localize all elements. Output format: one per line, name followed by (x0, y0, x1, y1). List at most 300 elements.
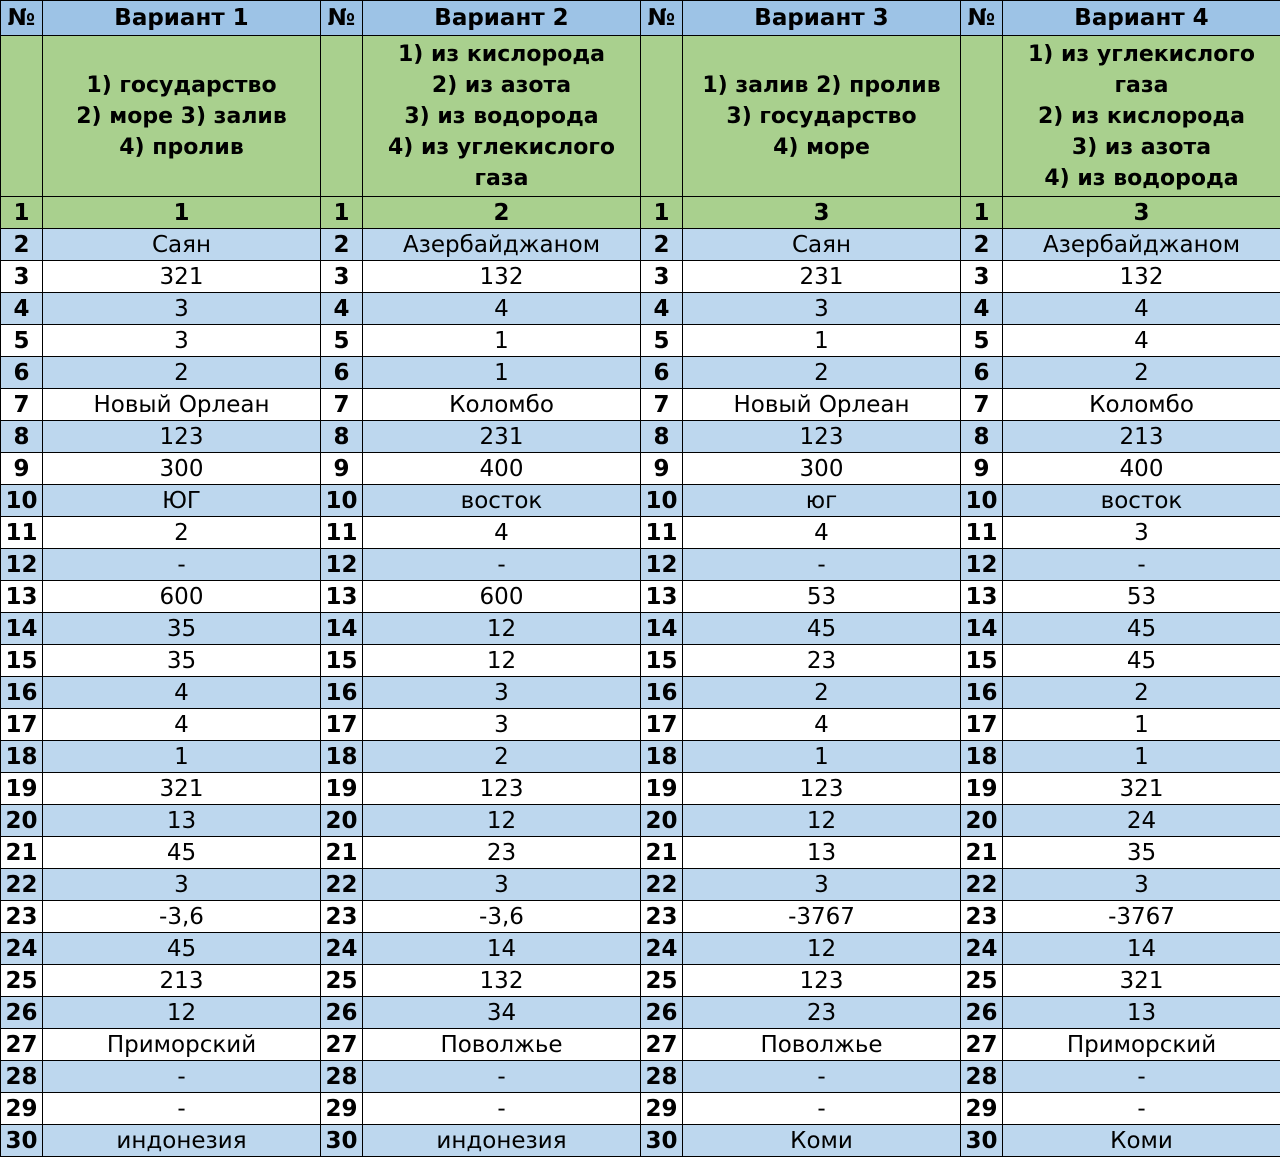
question-number: 9 (321, 453, 363, 485)
num-header: № (641, 1, 683, 36)
question-number: 17 (641, 709, 683, 741)
answer-cell-variant-3: Поволжье (683, 1029, 961, 1061)
question-number: 22 (1, 869, 43, 901)
answer-cell-variant-1: 123 (43, 421, 321, 453)
question-number: 18 (1, 741, 43, 773)
variant-2-options (363, 36, 641, 197)
answer-cell-variant-4: 53 (1003, 581, 1280, 613)
question-number: 21 (1, 837, 43, 869)
answer-cell-variant-4: - (1003, 1061, 1280, 1093)
options-row (1, 36, 1280, 197)
option-line: 3) государство (726, 103, 917, 129)
answer-cell-variant-4: восток (1003, 485, 1280, 517)
answer-cell-variant-1: 3 (43, 293, 321, 325)
question-number: 25 (321, 965, 363, 997)
answer-cell-variant-2: 4 (363, 293, 641, 325)
answer-cell-variant-3: 3 (683, 197, 961, 229)
answer-cell-variant-4: 213 (1003, 421, 1280, 453)
option-line: 2) из азота (431, 72, 572, 98)
answer-cell-variant-1: 1 (43, 197, 321, 229)
question-number: 20 (641, 805, 683, 837)
answer-cell-variant-2: - (363, 1061, 641, 1093)
option-line: 1) залив 2) пролив (702, 72, 941, 98)
question-number: 24 (1, 933, 43, 965)
answer-row (1, 965, 1280, 997)
answer-cell-variant-1: - (43, 1061, 321, 1093)
answer-cell-variant-4: - (1003, 549, 1280, 581)
answer-cell-variant-1: Саян (43, 229, 321, 261)
question-number: 16 (321, 677, 363, 709)
answer-cell-variant-3: 231 (683, 261, 961, 293)
answer-cell-variant-1: 213 (43, 965, 321, 997)
question-number: 25 (1, 965, 43, 997)
answer-cell-variant-4: 14 (1003, 933, 1280, 965)
variant-3-options (683, 36, 961, 197)
answer-cell-variant-3: 123 (683, 773, 961, 805)
answer-cell-variant-2: 1 (363, 357, 641, 389)
question-number: 11 (961, 517, 1003, 549)
answer-cell-variant-4: 3 (1003, 869, 1280, 901)
question-number: 17 (1, 709, 43, 741)
question-number: 21 (961, 837, 1003, 869)
question-number: 6 (641, 357, 683, 389)
answer-row (1, 709, 1280, 741)
answer-cell-variant-4: - (1003, 1093, 1280, 1125)
option-line: 2) из кислорода (1038, 103, 1245, 129)
question-number: 23 (641, 901, 683, 933)
question-number: 1 (641, 197, 683, 229)
answer-cell-variant-2: Поволжье (363, 1029, 641, 1061)
answer-cell-variant-1: 4 (43, 677, 321, 709)
answer-cell-variant-1: 2 (43, 357, 321, 389)
answer-cell-variant-4: 321 (1003, 965, 1280, 997)
answer-cell-variant-3: 53 (683, 581, 961, 613)
question-number: 2 (1, 229, 43, 261)
answer-row (1, 901, 1280, 933)
question-number: 29 (641, 1093, 683, 1125)
answer-cell-variant-2: 12 (363, 645, 641, 677)
answer-row (1, 293, 1280, 325)
question-number: 12 (1, 549, 43, 581)
answer-cell-variant-4: 24 (1003, 805, 1280, 837)
question-number: 9 (961, 453, 1003, 485)
question-number: 1 (1, 197, 43, 229)
answer-row (1, 261, 1280, 293)
answer-row (1, 1093, 1280, 1125)
answer-cell-variant-4: 3 (1003, 197, 1280, 229)
empty-cell (321, 36, 363, 197)
answer-cell-variant-3: 300 (683, 453, 961, 485)
answer-cell-variant-2: 12 (363, 613, 641, 645)
answer-cell-variant-4: 4 (1003, 293, 1280, 325)
answer-cell-variant-4: 1 (1003, 709, 1280, 741)
question-number: 19 (321, 773, 363, 805)
answer-cell-variant-1: 2 (43, 517, 321, 549)
answer-cell-variant-3: 4 (683, 517, 961, 549)
question-number: 30 (321, 1125, 363, 1157)
answer-cell-variant-2: 132 (363, 965, 641, 997)
question-number: 20 (961, 805, 1003, 837)
question-number: 7 (961, 389, 1003, 421)
answer-cell-variant-3: 4 (683, 709, 961, 741)
answer-cell-variant-1: -3,6 (43, 901, 321, 933)
answer-cell-variant-4: 321 (1003, 773, 1280, 805)
answer-cell-variant-2: восток (363, 485, 641, 517)
answer-cell-variant-2: 34 (363, 997, 641, 1029)
question-number: 28 (1, 1061, 43, 1093)
question-number: 20 (1, 805, 43, 837)
question-number: 9 (641, 453, 683, 485)
question-number: 11 (1, 517, 43, 549)
question-number: 26 (1, 997, 43, 1029)
question-number: 25 (641, 965, 683, 997)
answer-cell-variant-4: 45 (1003, 645, 1280, 677)
variant-1-header: Вариант 1 (43, 1, 321, 36)
question-number: 10 (961, 485, 1003, 517)
answer-cell-variant-1: 13 (43, 805, 321, 837)
question-number: 17 (961, 709, 1003, 741)
answer-cell-variant-4: 3 (1003, 517, 1280, 549)
option-line: 1) из кислорода (398, 41, 605, 67)
answer-cell-variant-2: 3 (363, 677, 641, 709)
question-number: 28 (961, 1061, 1003, 1093)
answer-cell-variant-1: 3 (43, 325, 321, 357)
question-number: 7 (321, 389, 363, 421)
question-number: 10 (641, 485, 683, 517)
question-number: 15 (1, 645, 43, 677)
option-line: 3) из азота (1071, 134, 1212, 160)
option-line: 1) государство (86, 72, 277, 98)
question-number: 7 (641, 389, 683, 421)
answer-cell-variant-4: 35 (1003, 837, 1280, 869)
answer-cell-variant-4: 4 (1003, 325, 1280, 357)
answer-cell-variant-1: 4 (43, 709, 321, 741)
variant-3-header: Вариант 3 (683, 1, 961, 36)
answer-cell-variant-2: Коломбо (363, 389, 641, 421)
answer-cell-variant-1: 45 (43, 837, 321, 869)
answer-cell-variant-2: 231 (363, 421, 641, 453)
answer-cell-variant-4: Приморский (1003, 1029, 1280, 1061)
question-number: 26 (641, 997, 683, 1029)
question-number: 4 (961, 293, 1003, 325)
question-number: 21 (641, 837, 683, 869)
question-number: 30 (961, 1125, 1003, 1157)
question-number: 30 (1, 1125, 43, 1157)
question-number: 5 (1, 325, 43, 357)
answer-row (1, 1125, 1280, 1157)
answer-cell-variant-3: 23 (683, 645, 961, 677)
question-number: 7 (1, 389, 43, 421)
question-number: 5 (321, 325, 363, 357)
question-number: 24 (961, 933, 1003, 965)
question-number: 26 (321, 997, 363, 1029)
answer-row (1, 453, 1280, 485)
question-number: 20 (321, 805, 363, 837)
answer-row (1, 197, 1280, 229)
question-number: 19 (961, 773, 1003, 805)
answer-row (1, 613, 1280, 645)
answer-cell-variant-2: 123 (363, 773, 641, 805)
answer-cell-variant-3: 123 (683, 965, 961, 997)
question-number: 4 (641, 293, 683, 325)
question-number: 6 (961, 357, 1003, 389)
question-number: 27 (321, 1029, 363, 1061)
answer-row (1, 229, 1280, 261)
answer-cell-variant-2: 132 (363, 261, 641, 293)
num-header: № (961, 1, 1003, 36)
answer-row (1, 389, 1280, 421)
answer-row (1, 581, 1280, 613)
answer-cell-variant-1: 35 (43, 613, 321, 645)
answer-cell-variant-3: - (683, 549, 961, 581)
answer-row (1, 421, 1280, 453)
question-number: 22 (961, 869, 1003, 901)
question-number: 14 (641, 613, 683, 645)
question-number: 27 (1, 1029, 43, 1061)
num-header: № (321, 1, 363, 36)
answer-cell-variant-1: 300 (43, 453, 321, 485)
question-number: 2 (641, 229, 683, 261)
answer-cell-variant-1: - (43, 549, 321, 581)
question-number: 23 (321, 901, 363, 933)
answer-cell-variant-3: Новый Орлеан (683, 389, 961, 421)
question-number: 21 (321, 837, 363, 869)
question-number: 22 (321, 869, 363, 901)
question-number: 22 (641, 869, 683, 901)
answer-cell-variant-1: ЮГ (43, 485, 321, 517)
answer-cell-variant-1: 321 (43, 773, 321, 805)
answer-row (1, 741, 1280, 773)
question-number: 3 (641, 261, 683, 293)
answer-cell-variant-1: 600 (43, 581, 321, 613)
answer-cell-variant-2: 400 (363, 453, 641, 485)
variant-4-header: Вариант 4 (1003, 1, 1280, 36)
question-number: 28 (321, 1061, 363, 1093)
answer-cell-variant-2: 4 (363, 517, 641, 549)
question-number: 8 (641, 421, 683, 453)
answer-cell-variant-2: 23 (363, 837, 641, 869)
question-number: 6 (321, 357, 363, 389)
answer-cell-variant-2: -3,6 (363, 901, 641, 933)
answer-row (1, 517, 1280, 549)
answer-cell-variant-1: индонезия (43, 1125, 321, 1157)
answer-cell-variant-1: 35 (43, 645, 321, 677)
option-line: 4) из углекислого газа (388, 134, 615, 191)
answer-cell-variant-2: 3 (363, 709, 641, 741)
variant-1-options (43, 36, 321, 197)
answer-row (1, 997, 1280, 1029)
answer-cell-variant-2: - (363, 1093, 641, 1125)
question-number: 2 (961, 229, 1003, 261)
answer-row (1, 805, 1280, 837)
answer-row (1, 1029, 1280, 1061)
answer-row (1, 1061, 1280, 1093)
question-number: 18 (641, 741, 683, 773)
empty-cell (1, 36, 43, 197)
question-number: 1 (321, 197, 363, 229)
question-number: 14 (961, 613, 1003, 645)
question-number: 23 (1, 901, 43, 933)
answer-cell-variant-3: 2 (683, 677, 961, 709)
question-number: 2 (321, 229, 363, 261)
question-number: 27 (641, 1029, 683, 1061)
header-row (1, 1, 1280, 36)
answer-row (1, 485, 1280, 517)
answer-row (1, 645, 1280, 677)
answer-cell-variant-4: 400 (1003, 453, 1280, 485)
answer-cell-variant-3: 45 (683, 613, 961, 645)
answer-cell-variant-4: Коломбо (1003, 389, 1280, 421)
question-number: 5 (641, 325, 683, 357)
empty-cell (961, 36, 1003, 197)
answer-row (1, 773, 1280, 805)
answer-cell-variant-3: 1 (683, 741, 961, 773)
question-number: 26 (961, 997, 1003, 1029)
answer-row (1, 549, 1280, 581)
answer-cell-variant-3: 2 (683, 357, 961, 389)
option-line: 2) море 3) залив (76, 103, 287, 129)
answer-cell-variant-2: 12 (363, 805, 641, 837)
question-number: 24 (641, 933, 683, 965)
answer-cell-variant-1: Новый Орлеан (43, 389, 321, 421)
empty-cell (641, 36, 683, 197)
option-line: 3) из водорода (404, 103, 599, 129)
question-number: 5 (961, 325, 1003, 357)
question-number: 25 (961, 965, 1003, 997)
question-number: 29 (961, 1093, 1003, 1125)
answer-cell-variant-2: 2 (363, 197, 641, 229)
answer-cell-variant-3: - (683, 1061, 961, 1093)
question-number: 18 (961, 741, 1003, 773)
question-number: 30 (641, 1125, 683, 1157)
answer-cell-variant-1: Приморский (43, 1029, 321, 1061)
question-number: 29 (1, 1093, 43, 1125)
question-number: 19 (1, 773, 43, 805)
question-number: 12 (961, 549, 1003, 581)
variant-2-header: Вариант 2 (363, 1, 641, 36)
answer-cell-variant-3: Саян (683, 229, 961, 261)
answer-cell-variant-1: 12 (43, 997, 321, 1029)
answer-row (1, 677, 1280, 709)
question-number: 8 (1, 421, 43, 453)
answer-cell-variant-2: 2 (363, 741, 641, 773)
answer-cell-variant-3: юг (683, 485, 961, 517)
question-number: 15 (641, 645, 683, 677)
answer-cell-variant-4: 2 (1003, 677, 1280, 709)
answer-cell-variant-4: 132 (1003, 261, 1280, 293)
answer-cell-variant-1: 1 (43, 741, 321, 773)
question-number: 13 (1, 581, 43, 613)
answer-cell-variant-2: 600 (363, 581, 641, 613)
answer-cell-variant-2: 1 (363, 325, 641, 357)
answer-row (1, 933, 1280, 965)
answer-cell-variant-3: 12 (683, 805, 961, 837)
answer-row (1, 869, 1280, 901)
question-number: 17 (321, 709, 363, 741)
answer-cell-variant-1: 321 (43, 261, 321, 293)
answer-cell-variant-4: 13 (1003, 997, 1280, 1029)
question-number: 11 (641, 517, 683, 549)
question-number: 13 (321, 581, 363, 613)
answer-row (1, 325, 1280, 357)
question-number: 10 (1, 485, 43, 517)
option-line: 4) пролив (119, 134, 244, 160)
answer-cell-variant-3: 1 (683, 325, 961, 357)
answer-cell-variant-3: 3 (683, 869, 961, 901)
answer-cell-variant-1: - (43, 1093, 321, 1125)
question-number: 12 (321, 549, 363, 581)
question-number: 28 (641, 1061, 683, 1093)
answer-cell-variant-4: Азербайджаном (1003, 229, 1280, 261)
num-header: № (1, 1, 43, 36)
answer-cell-variant-3: - (683, 1093, 961, 1125)
answer-cell-variant-2: - (363, 549, 641, 581)
question-number: 27 (961, 1029, 1003, 1061)
answer-row (1, 837, 1280, 869)
question-number: 8 (321, 421, 363, 453)
question-number: 19 (641, 773, 683, 805)
option-line: 1) из углекислого газа (1028, 41, 1255, 98)
question-number: 13 (961, 581, 1003, 613)
answer-cell-variant-3: -3767 (683, 901, 961, 933)
answer-cell-variant-3: 13 (683, 837, 961, 869)
question-number: 1 (961, 197, 1003, 229)
option-line: 4) море (773, 134, 870, 160)
answer-cell-variant-4: Коми (1003, 1125, 1280, 1157)
question-number: 4 (1, 293, 43, 325)
question-number: 6 (1, 357, 43, 389)
answer-row (1, 357, 1280, 389)
question-number: 23 (961, 901, 1003, 933)
question-number: 18 (321, 741, 363, 773)
question-number: 24 (321, 933, 363, 965)
answer-cell-variant-2: 3 (363, 869, 641, 901)
answer-cell-variant-3: 23 (683, 997, 961, 1029)
question-number: 14 (1, 613, 43, 645)
variant-4-options (1003, 36, 1280, 197)
answer-cell-variant-4: -3767 (1003, 901, 1280, 933)
answer-cell-variant-2: Азербайджаном (363, 229, 641, 261)
question-number: 8 (961, 421, 1003, 453)
question-number: 3 (961, 261, 1003, 293)
question-number: 12 (641, 549, 683, 581)
question-number: 14 (321, 613, 363, 645)
question-number: 16 (961, 677, 1003, 709)
question-number: 15 (321, 645, 363, 677)
answer-cell-variant-4: 2 (1003, 357, 1280, 389)
answer-cell-variant-3: 3 (683, 293, 961, 325)
question-number: 3 (1, 261, 43, 293)
question-number: 10 (321, 485, 363, 517)
answer-cell-variant-3: 12 (683, 933, 961, 965)
question-number: 3 (321, 261, 363, 293)
answer-cell-variant-2: 14 (363, 933, 641, 965)
question-number: 11 (321, 517, 363, 549)
answer-cell-variant-4: 1 (1003, 741, 1280, 773)
question-number: 16 (1, 677, 43, 709)
question-number: 15 (961, 645, 1003, 677)
question-number: 13 (641, 581, 683, 613)
option-line: 4) из водорода (1044, 165, 1239, 191)
answer-cell-variant-4: 45 (1003, 613, 1280, 645)
question-number: 16 (641, 677, 683, 709)
answer-cell-variant-1: 45 (43, 933, 321, 965)
question-number: 29 (321, 1093, 363, 1125)
answer-cell-variant-3: Коми (683, 1125, 961, 1157)
question-number: 9 (1, 453, 43, 485)
answer-cell-variant-3: 123 (683, 421, 961, 453)
answer-cell-variant-1: 3 (43, 869, 321, 901)
